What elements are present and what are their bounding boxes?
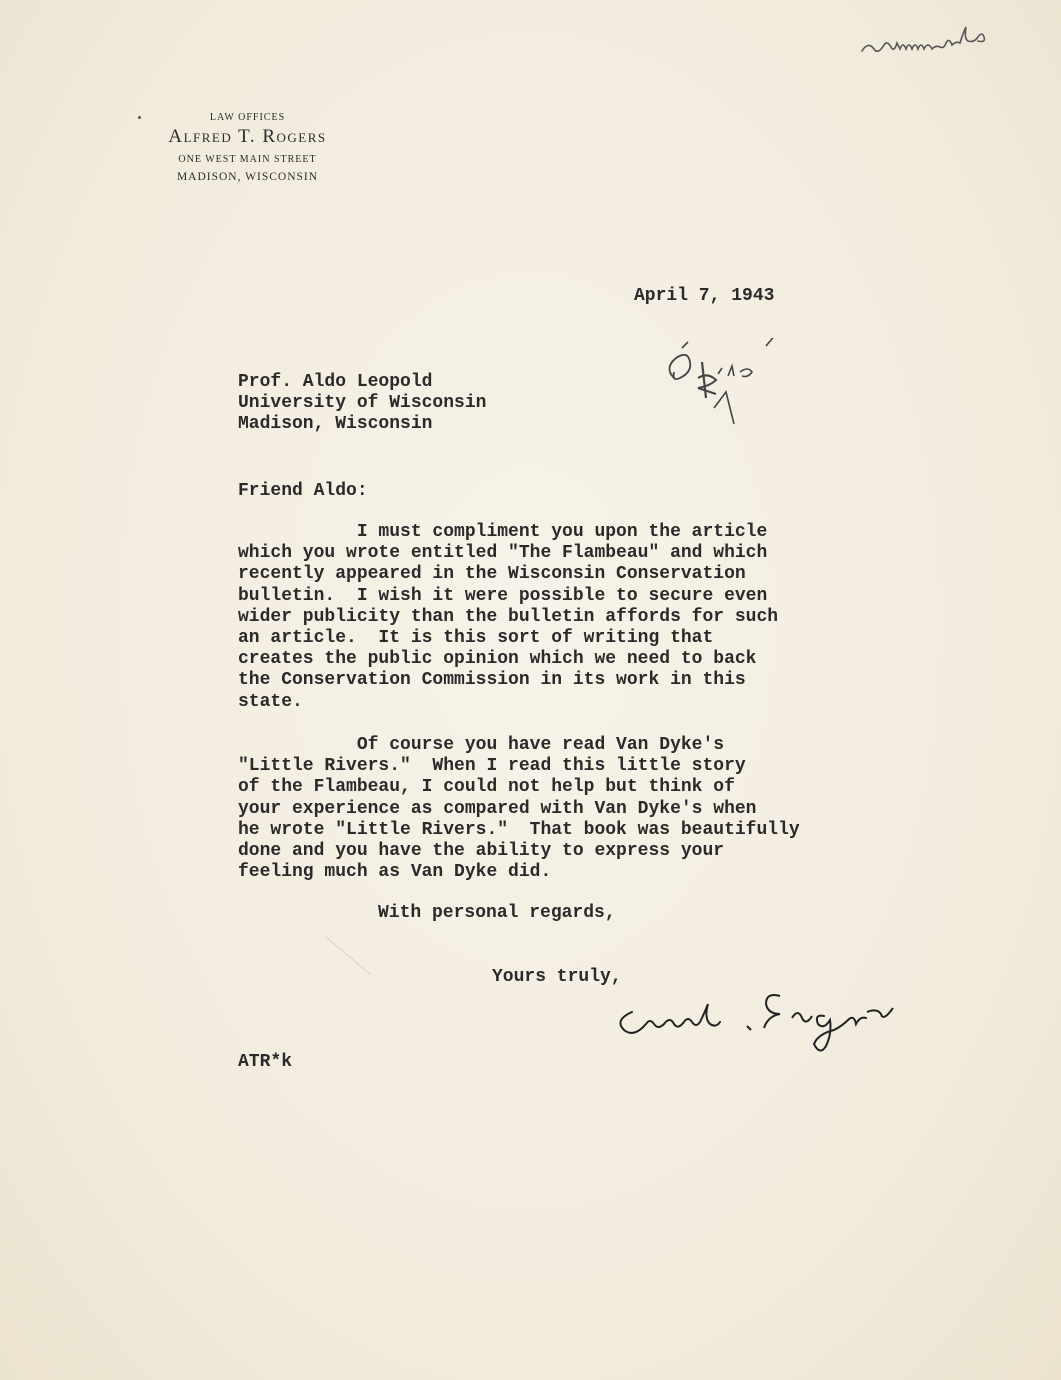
address-line: Prof. Aldo Leopold — [238, 372, 433, 392]
sign-off: Yours truly, — [492, 967, 622, 987]
paragraph-line: of the Flambeau, I could not help but think of — [238, 777, 735, 798]
recipient-address — [238, 372, 486, 436]
letterhead — [140, 112, 355, 183]
salutation: Friend Aldo: — [238, 481, 368, 501]
paragraph-line: which you wrote entitled "The Flambeau" and which — [238, 543, 768, 564]
paragraph-line: an article. It is this sort of writing that — [238, 628, 714, 649]
typist-initials: ATR*k — [238, 1052, 293, 1072]
closing-regards: With personal regards, — [378, 903, 616, 923]
paragraph-line: bulletin. I wish it were possible to secure even — [238, 585, 768, 606]
paragraph-line: Of course you have read Van Dyke's — [238, 735, 725, 755]
letterhead-law-offices: LAW OFFICES — [209, 112, 286, 123]
paragraph-line: state. — [238, 691, 303, 712]
paragraph-line: creates the public opinion which we need to back — [238, 649, 757, 670]
body-paragraph-2 — [238, 735, 800, 883]
handwritten-comments-note — [858, 25, 1033, 65]
paragraph-line: wider publicity than the bulletin affords for such — [238, 606, 779, 627]
letterhead-name: Alfred T. Rogers — [168, 126, 327, 147]
paragraph-line: "Little Rivers." When I read this little story — [238, 756, 746, 777]
body-paragraph-1 — [238, 522, 778, 713]
paragraph-line: feeling much as Van Dyke did. — [238, 862, 552, 883]
handwritten-margin-note — [662, 338, 787, 430]
paragraph-line: I must compliment you upon the article — [238, 522, 768, 542]
letterhead-street: ONE WEST MAIN STREET — [178, 154, 317, 165]
address-line: University of Wisconsin — [238, 393, 487, 414]
paragraph-line: recently appeared in the Wisconsin Conservation — [238, 564, 746, 585]
paper-crease — [325, 936, 372, 975]
address-line: Madison, Wisconsin — [238, 414, 433, 435]
paragraph-line: your experience as compared with Van Dyke's when — [238, 798, 757, 819]
handwritten-signature — [612, 982, 1012, 1052]
letter-date: April 7, 1943 — [634, 286, 775, 306]
paragraph-line: he wrote "Little Rivers." That book was beautifully — [238, 819, 800, 840]
letterhead-city: MADISON, WISCONSIN — [176, 171, 319, 183]
paragraph-line: done and you have the ability to express your — [238, 841, 725, 862]
paragraph-line: the Conservation Commission in its work in this — [238, 670, 746, 691]
